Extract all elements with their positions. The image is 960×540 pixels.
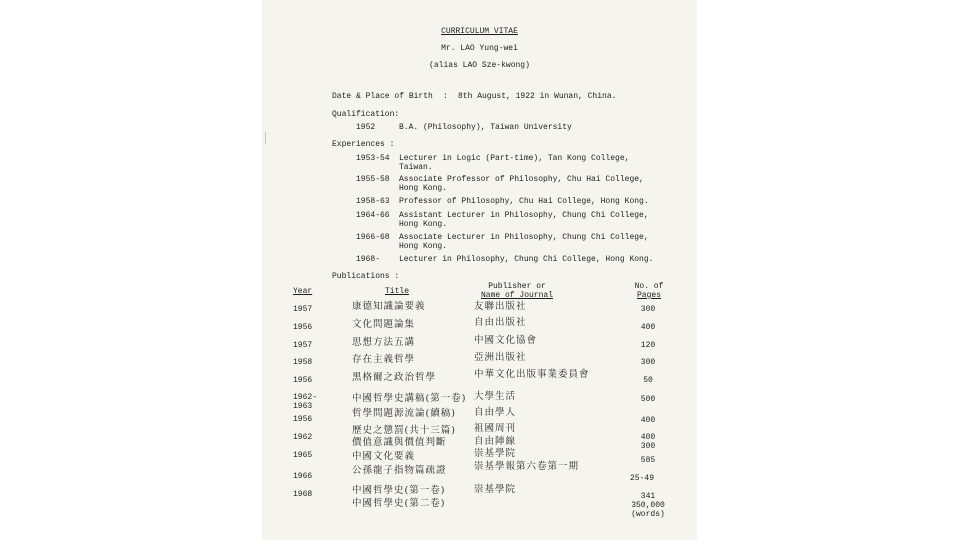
publication-publisher: 亞洲出版社: [474, 352, 527, 363]
publication-title-secondary: 價值意識與價值判斷: [352, 437, 447, 448]
publication-publisher: 自由學人: [474, 407, 517, 418]
birth-value: 8th August, 1922 in Wunan, China.: [458, 92, 617, 101]
publications-label: Publications :: [332, 272, 400, 281]
publication-pages: 585: [640, 456, 656, 465]
document-title: CURRICULUM VITAE: [441, 27, 518, 36]
publication-title: 公孫龍子指物篇疏證: [352, 465, 447, 476]
publication-publisher: 崇基學院: [474, 484, 517, 495]
column-header-pages: No. of: [634, 282, 664, 291]
publication-title: 康德知識論要義: [352, 301, 426, 312]
publication-title: 中國哲學史講稿(第一卷): [352, 393, 467, 404]
publication-pages: 300: [640, 358, 656, 367]
publication-title: 哲學問題源流論(續稿): [352, 408, 456, 419]
experience-text: Lecturer in Philosophy, Chung Chi College, Hong Kong.: [399, 255, 654, 264]
experience-year: 1955-58: [356, 175, 390, 184]
publication-year: 1957: [293, 305, 313, 314]
publication-pages: 400: [640, 416, 656, 425]
experience-text: Associate Lecturer in Philosophy, Chung Chi College,: [399, 233, 649, 242]
person-alias: (alias LAO Sze-kwong): [429, 61, 530, 70]
publication-pages: 500: [640, 395, 656, 404]
birth-label: Date & Place of Birth: [332, 92, 433, 101]
person-name: Mr. LAO Yung-wei: [441, 44, 518, 53]
qualification-text: B.A. (Philosophy), Taiwan University: [399, 123, 572, 132]
publication-publisher: 祖國周刊: [474, 423, 517, 434]
publication-publisher: 自由出版社: [474, 317, 527, 328]
publication-year-cont: 1963: [293, 402, 313, 411]
publication-title: 文化問題論集: [352, 319, 416, 330]
publication-title: 中國哲學史(第一卷): [352, 485, 446, 496]
publication-year: 1957: [293, 341, 313, 350]
qualification-label: Qualification:: [332, 110, 400, 119]
experience-text: Associate Professor of Philosophy, Chu Hai College,: [399, 175, 644, 184]
column-header-pages-cont: Pages: [636, 291, 661, 300]
column-header-title: Title: [385, 287, 410, 296]
publication-publisher: 崇基學院: [474, 448, 517, 459]
publication-title: 黑格爾之政治哲學: [352, 372, 437, 383]
publication-year: 1956: [293, 415, 313, 424]
publication-year: 1968: [293, 490, 313, 499]
publication-publisher-secondary: 自由陣線: [474, 436, 517, 447]
publication-title: 歷史之懲罰(共十三篇): [352, 425, 456, 436]
publication-pages: 25-49: [629, 474, 654, 483]
publication-pages: 300: [640, 305, 656, 314]
publication-pages: 50: [643, 376, 653, 385]
experience-text: Lecturer in Logic (Part-time), Tan Kong College,: [399, 154, 630, 163]
publication-title-secondary: 中國哲學史(第二卷): [352, 498, 446, 509]
publication-publisher: 崇基學報第六卷第一期: [474, 461, 580, 472]
experience-text-cont: Taiwan.: [399, 163, 433, 172]
publication-year: 1962-: [293, 393, 318, 402]
experience-year: 1958-63: [356, 197, 390, 206]
experience-year: 1968-: [356, 255, 381, 264]
column-header-publisher: Publisher or: [488, 282, 546, 291]
publication-publisher: 友聯出版社: [474, 301, 527, 312]
experience-text-cont: Hong Kong.: [399, 242, 448, 251]
experiences-label: Experiences :: [332, 140, 395, 149]
publication-pages: 341: [640, 492, 656, 501]
experience-text: Professor of Philosophy, Chu Hai College, Hong Kong.: [399, 197, 649, 206]
publication-year: 1966: [293, 472, 313, 481]
publication-year: 1958: [293, 358, 313, 367]
cv-document-page: [262, 0, 697, 540]
qualification-year: 1952: [356, 123, 376, 132]
publication-year: 1965: [293, 451, 313, 460]
publication-publisher: 大學生活: [474, 391, 517, 402]
experience-text-cont: Hong Kong.: [399, 184, 448, 193]
publication-pages-secondary: 300: [640, 442, 656, 451]
publication-publisher: 中華文化出版事業委員會: [474, 369, 590, 380]
publication-title: 中國文化要義: [352, 451, 416, 462]
experience-text-cont: Hong Kong.: [399, 220, 448, 229]
birth-colon: :: [443, 92, 448, 101]
publication-pages: 400: [640, 323, 656, 332]
experience-year: 1953-54: [356, 154, 390, 163]
publication-title: 存在主義哲學: [352, 354, 416, 365]
publication-pages-note: (words): [631, 510, 665, 519]
column-header-year: Year: [293, 287, 313, 296]
publication-pages: 400: [640, 433, 656, 442]
publication-year: 1956: [293, 376, 313, 385]
publication-pages: 120: [640, 341, 656, 350]
column-header-publisher-cont: Name of Journal: [480, 291, 553, 300]
paper-edge-mark: [265, 132, 272, 144]
experience-year: 1966-68: [356, 233, 390, 242]
publication-year: 1956: [293, 323, 313, 332]
experience-year: 1964-66: [356, 211, 390, 220]
publication-pages-secondary: 350,000: [631, 501, 665, 510]
publication-publisher: 中國文化協會: [474, 335, 538, 346]
publication-title: 思想方法五講: [352, 337, 416, 348]
publication-year: 1962: [293, 433, 313, 442]
experience-text: Assistant Lecturer in Philosophy, Chung Chi College,: [399, 211, 649, 220]
